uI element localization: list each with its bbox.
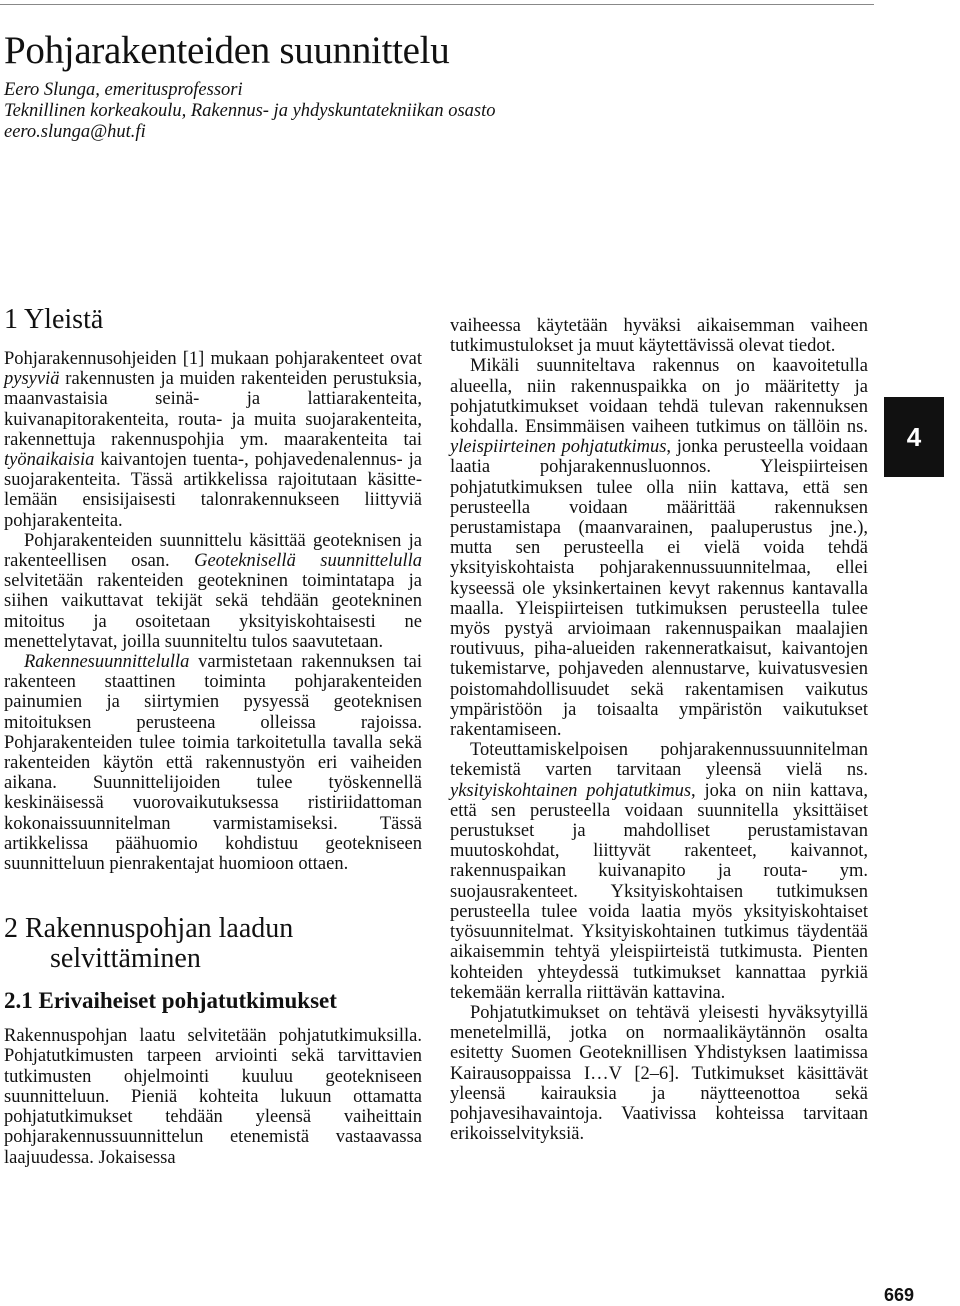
section-2-heading: 2 Rakennuspohjan laadun selvittäminen [4,913,294,975]
article-header [4,28,904,143]
section-2-1-heading: 2.1 Erivaiheiset pohjatutkimukset [4,988,337,1014]
section-1-paragraph-3: Rakennesuunnittelulla varmistetaan rakennuksen tai rakenteen staattinen toiminta pohjarakenteiden painumien ja siirtymien pysyessä geoteknisen mitoituksen perusteena olleissa rajoissa. Pohjarakenteiden tulee toimia tarkoitetulla tavalla sekä rakenteiden käytön että rakennustyön eri vaiheiden aikana. Suunnittelijoiden tulee työskennellä keskinäisessä vuorovaikutuksessa ristiriidattoman kokonaissuunnitelman varmistamiseksi. Tässä artikkelissa päähuomio kohdistuu geotekniseen suunnitteluun pienrakentajat huomioon ottaen. [4,652,422,875]
top-rule [0,4,874,5]
page-number: 669 [884,1285,915,1305]
left-column [4,305,422,1168]
section-1-heading: 1 Yleistä [4,304,104,335]
section-1-paragraph-1: Pohjarakennusohjeiden [1] mukaan pohjarakenteet ovat pysyviä rakennusten ja muiden rakenteiden perustuksia, maanvastaisia seinä- ja lattiarakenteita, kuivanapitorakenteita, routa- ja muita suojarakenteita, rakennettuja rakennuspohjia ym. maarakenteita tai työnaikaisia kaivantojen tuenta-, pohjavedenalennus- ja suojarakenteita. Tässä artikkelissa rajoitutaan käsittelemään ensisijaisesti talonrakennukseen liittyviä pohjarakenteita. [4,349,422,531]
right-paragraph-2: Mikäli suunniteltava rakennus on kaavoitetulla alueella, niin rakennuspaikka on jo määritetty ja pohjatutkimukset voidaan tehdä tulevan rakennuksen kohdalla. Ensimmäisen vaiheen tutkimus on tällöin ns. yleispiirteinen pohjatutkimus, jonka perusteella voidaan laatia pohjarakennusluonnos. Yleispiirteisen pohjatutkimuksen tulee olla niin kattava, että sen perusteella voidaan määrittää rakennuksen perustamistapa (maanvarainen, paaluperustus jne.), mutta sen perusteella ei vielä voida tehdä yksityiskohtaista pohjarakennussuunnitelmaa, ellei kyseessä ole yksinkertainen kevyt rakennus kantavalla maalla. Yleispiirteisen tutkimuksen perusteella tulee myös pystyä arvioimaan rakennuspaikan maalajien routivuus, piha-alueiden rakenneratkaisut, kaivantojen tukemistarve, pohjaveden alennustarve, kuivatusvesien poistomahdollisuudet sekä rakentamisen vaikutus ympäristöön ja toisaalta ympäristön vaikutukset rakentamiseen. [450,356,868,741]
author-block [4,80,904,143]
right-paragraph-3: Toteuttamiskelpoisen pohjarakennussuunnitelman tekemistä varten tarvitaan yleensä vielä ns. yksityiskohtainen pohjatutkimus, joka on niin kattava, että sen perusteella voidaan suunnitella yksittäiset perustukset ja mahdolliset perustamistavan muutoskohdat, liittyvät rakenteet, kaivannot, rakennuspaikan kuivanapito ja routa- ym. suojausrakenteet. Yksityiskohtaisen tutkimuksen perusteella tulee voida laatia myös yksityiskohtaiset työsuunnitelmat. Yksityiskohtainen tutkimus täydentää aikaisemmin tehtyä yleispiirteistä tutkimusta. Pienten kohteiden yhteydessä tutkimukset kannattaa pyrkiä tekemään kerralla riittävän kattavina. [450,740,868,1003]
author-email: eero.slunga@hut.fi [4,122,146,142]
right-paragraph-4: Pohjatutkimukset on tehtävä yleisesti hyväksytyillä menetelmillä, jotka on normaalikäytännön osalta esitetty Suomen Geoteknillisen Yhdistyksen laatimissa Kairausoppaissa I…V [2–6]. Tutkimukset käsittävät yleensä kairauksia ja näytteenottoa sekä pohjavesihavaintoja. Vaativissa kohteissa tarvitaan erikoisselvityksiä. [450,1002,868,1145]
right-paragraph-1: vaiheessa käytetään hyväksi aikaisemman vaiheen tutkimustulokset ja muut käytettävissä olevat tiedot. [450,316,868,357]
author-name: Eero Slunga, emeritusprofessori [4,80,243,100]
right-column [450,316,868,1144]
article-title: Pohjarakenteiden suunnittelu [4,29,450,72]
section-1-paragraph-2: Pohjarakenteiden suunnittelu käsittää geoteknisen ja rakenteellisen osan. Geoteknisellä suunnittelulla selvitetään rakenteiden geotekninen toimintatapa ja siihen vaikuttavat tekijät sekä tehdään geotekninen mitoitus ja osoitetaan yksityiskohtaisesti ne menettelytavat, joilla suunniteltu tulos saavutetaan. [4,530,422,652]
chapter-tab: 4 [884,397,944,477]
section-2-1-paragraph-1: Rakennuspohjan laatu selvitetään pohjatutkimuksilla. Pohjatutkimusten tarpeen arviointi sekä tarvittavien tutkimusten ohjelmointi kuuluu geotekniseen suunnitteluun. Pieniä kohteita lukuun ottamatta pohjatutkimukset tehdään yleensä vaiheittain pohjarakennussuunnittelun etenemistä vastaavassa laajuudessa. Jokaisessa [4,1026,422,1168]
author-affiliation: Teknillinen korkeakoulu, Rakennus- ja yhdyskuntatekniikan osasto [4,101,496,121]
